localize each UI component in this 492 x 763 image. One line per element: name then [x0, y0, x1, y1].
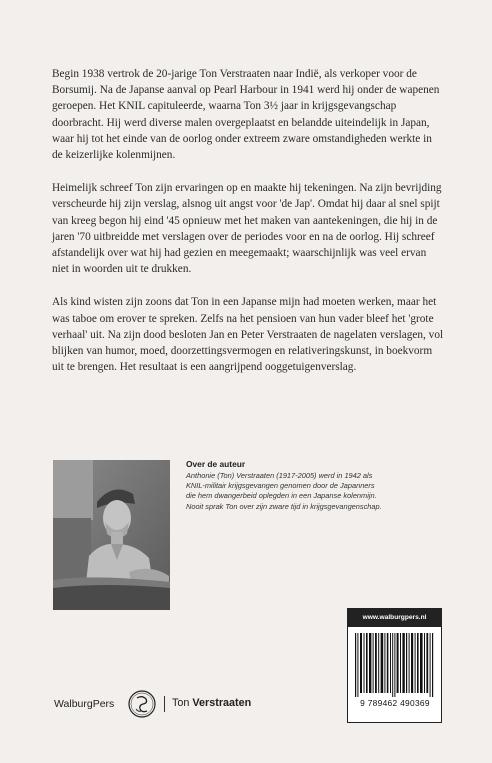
barcode-panel [347, 608, 442, 723]
author-bio: Anthonie (Ton) Verstraaten (1917-2005) werd in 1942 als KNIL-militair krijgsgevangen genomen door de Japanners die hem dwangerbeid oplegden in een Japanse kolenmijn. Nooit sprak Ton over zijn zware tijd in krijgsgevangenschap. [186, 471, 382, 511]
publisher-logo-icon [126, 689, 158, 719]
barcode-icon [355, 633, 435, 697]
blurb-text [52, 66, 444, 392]
isbn-number: 9 789462 490369 [360, 698, 430, 708]
author-info [186, 459, 386, 512]
author-last-name: Verstraaten [192, 697, 252, 709]
author-first-name: Ton [172, 697, 190, 709]
publisher-name: WalburgPers [54, 698, 115, 710]
author-heading: Over de auteur [186, 459, 246, 469]
publisher-separator [164, 696, 165, 712]
blurb-paragraph-1: Begin 1938 vertrok de 20-jarige Ton Verstraaten naar Indië, als verkoper voor de Borsumij. Na de Japanse aanval op Pearl Harbour in 1941 werd hij onder de wapenen geroepen. Het KNIL capituleerde, waarna Ton 3½ jaar in krijgsgevangschap doorbracht. Hij werd diverse malen overgeplaatst en belandde uiteindelijk in Japan, waar hij tot het einde van de oorlog onder extreem zware omstandigheden werkte in de keizerlijke kolenmijnen. [52, 68, 440, 162]
publisher-url: www.walburgpers.nl [348, 609, 441, 627]
blurb-paragraph-3: Als kind wisten zijn zoons dat Ton in een Japanse mijn had moeten werken, maar het was taboe om erover te spreken. Zelfs na het pensioen van hun vader bleef het 'grote verhaal' uit. Na zijn dood besloten Jan en Peter Verstraaten de nagelaten verslagen, vol blijken van humor, moed, doorzettingsvermogen en relativeringskunst, in boekvorm uit te brengen. Het resultaat is een aangrijpend ooggetuigenverslag. [52, 296, 444, 374]
blurb-paragraph-2: Heimelijk schreef Ton zijn ervaringen op en maakte hij tekeningen. Na zijn bevrijding verscheurde hij zijn verslag, alsnog uit angst voor 'de Jap'. Omdat hij daar al snel spijt van kreeg begon hij eind '45 opnieuw met het maken van aantekeningen, die hij in de jaren '70 uitbreidde met verslagen over de periodes voor en na de oorlog. Hij schreef afstandelijk over wat hij had gezien en meegemaakt; waarschijnlijk was veel ervan niet in woorden uit te drukken. [52, 182, 442, 276]
book-author-name [172, 697, 251, 709]
author-photo [53, 460, 170, 610]
